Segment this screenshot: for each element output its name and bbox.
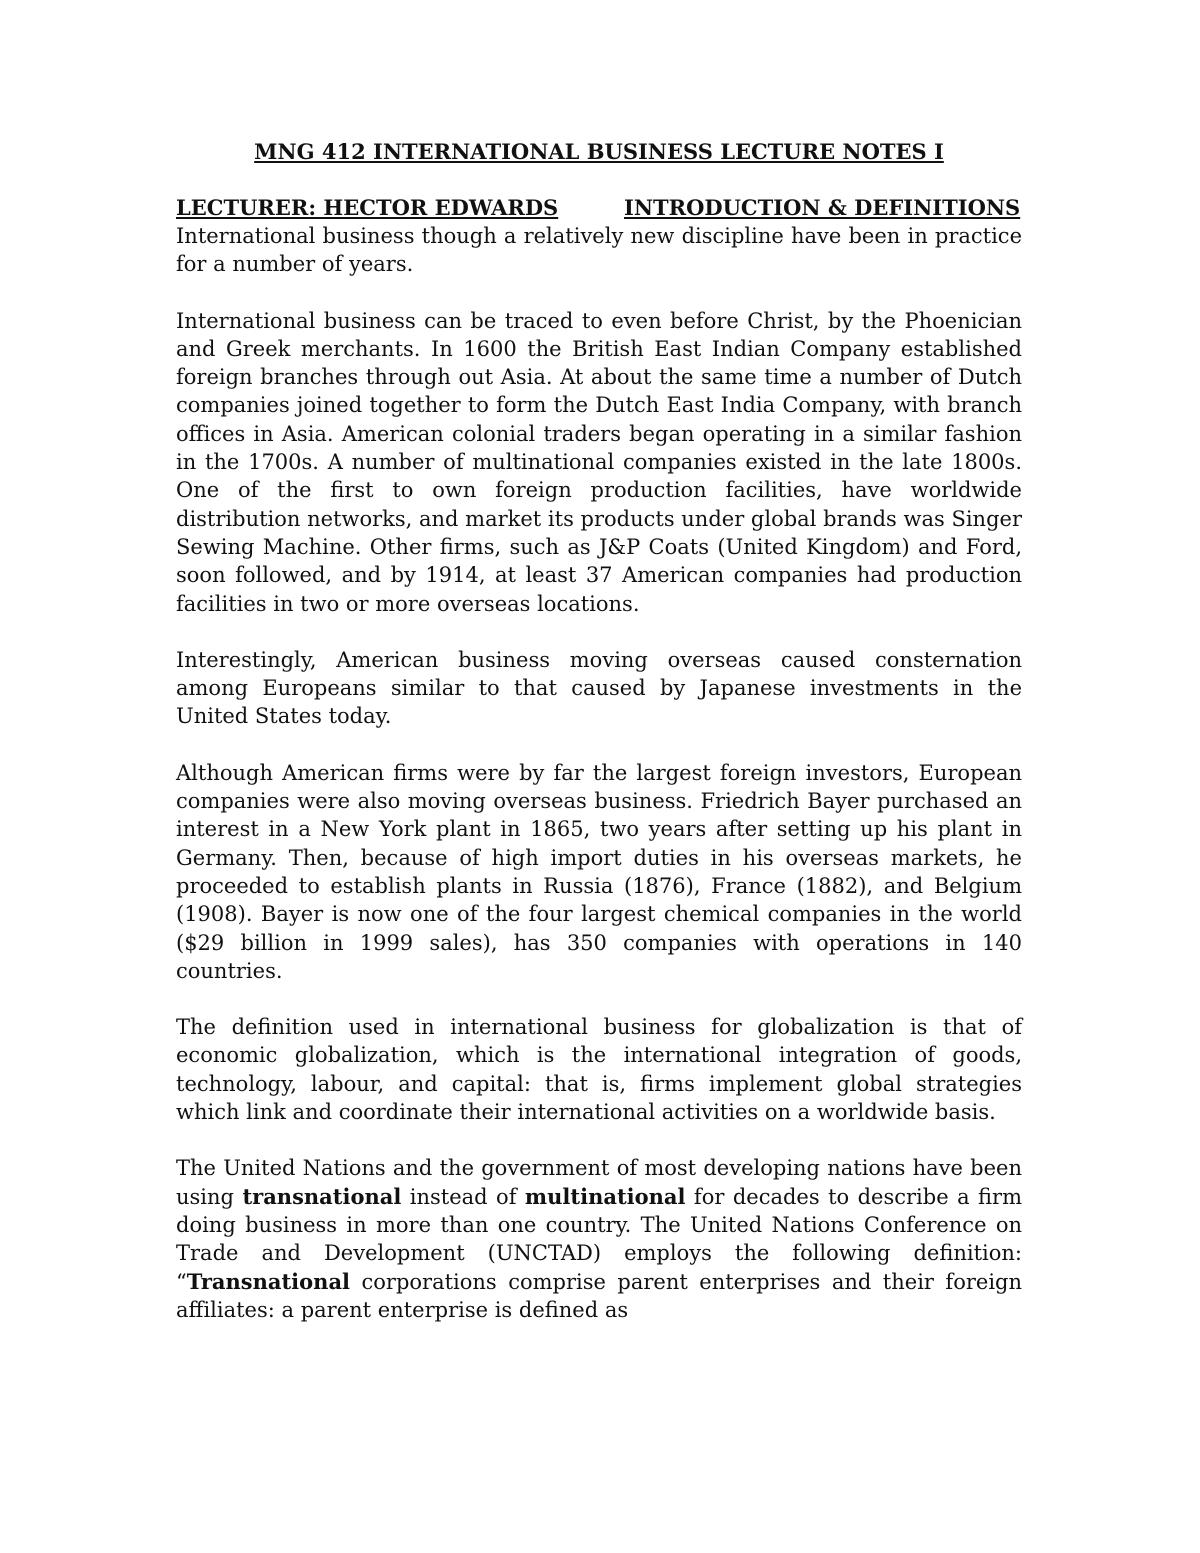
paragraph-6-text-2: instead of — [401, 1184, 525, 1209]
paragraph-6-text-1: The United Nations and the government of most developing nations have been using — [176, 1156, 1022, 1209]
section-heading: INTRODUCTION & DEFINITIONS — [624, 195, 1021, 220]
document-title: MNG 412 INTERNATIONAL BUSINESS LECTURE NOTES I — [254, 139, 944, 164]
term-multinational: multinational — [524, 1183, 686, 1209]
term-transnational: transnational — [242, 1183, 402, 1209]
paragraph-6-text-4: corporations comprise parent enterprises and their foreign affiliates: a parent enterprise is defined as — [176, 1269, 1022, 1322]
paragraph-1: International business though a relatively new discipline have been in practice for a number of years. — [176, 224, 1022, 277]
paragraph-4: Although American firms were by far the largest foreign investors, European companies were also moving overseas business. Friedrich Bayer purchased an interest in a New York plant in 1865, two years after setting up his plant in Germany. Then, because of high import duties in his overseas markets, he proceeded to establish plants in Russia (1876), France (1882), and Belgium (1908). Bayer is now one of the four largest chemical companies in the world ($29 billion in 1999 sales), has 350 companies with operations in 140 countries. — [176, 760, 1022, 983]
paragraph-5: The definition used in international business for globalization is that of economic globalization, which is the international integration of goods, technology, labour, and capital: that is, firms implement global strategies which link and coordinate their international activities on a worldwide basis. — [176, 1015, 1022, 1125]
document-page — [176, 138, 1022, 1352]
paragraph-6-text-3: for decades to describe a firm doing business in more than one country. The United Nations Conference on Trade and Development (UNCTAD) employs the following definition: “ — [176, 1184, 1022, 1294]
subheading-row — [176, 194, 1022, 222]
lecturer-label: LECTURER: HECTOR EDWARDS — [176, 195, 559, 220]
paragraph-6 — [176, 1154, 1022, 1324]
paragraph-2: International business can be traced to even before Christ, by the Phoenician and Greek merchants. In 1600 the British East Indian Company established foreign branches through out Asia. At about the same time a number of Dutch companies joined together to form the Dutch East India Company, with branch offices in Asia. American colonial traders began operating in a similar fashion in the 1700s. A number of multinational companies existed in the late 1800s. One of the first to own foreign production facilities, have worldwide distribution networks, and market its products under global brands was Singer Sewing Machine. Other firms, such as J&P Coats (United Kingdom) and Ford, soon followed, and by 1914, at least 37 American companies had production facilities in two or more overseas locations. — [176, 308, 1022, 616]
term-transnational-definition: Transnational — [186, 1268, 351, 1294]
paragraph-3: Interestingly, American business moving overseas caused consternation among Europeans similar to that caused by Japanese investments in the United States today. — [176, 647, 1022, 729]
